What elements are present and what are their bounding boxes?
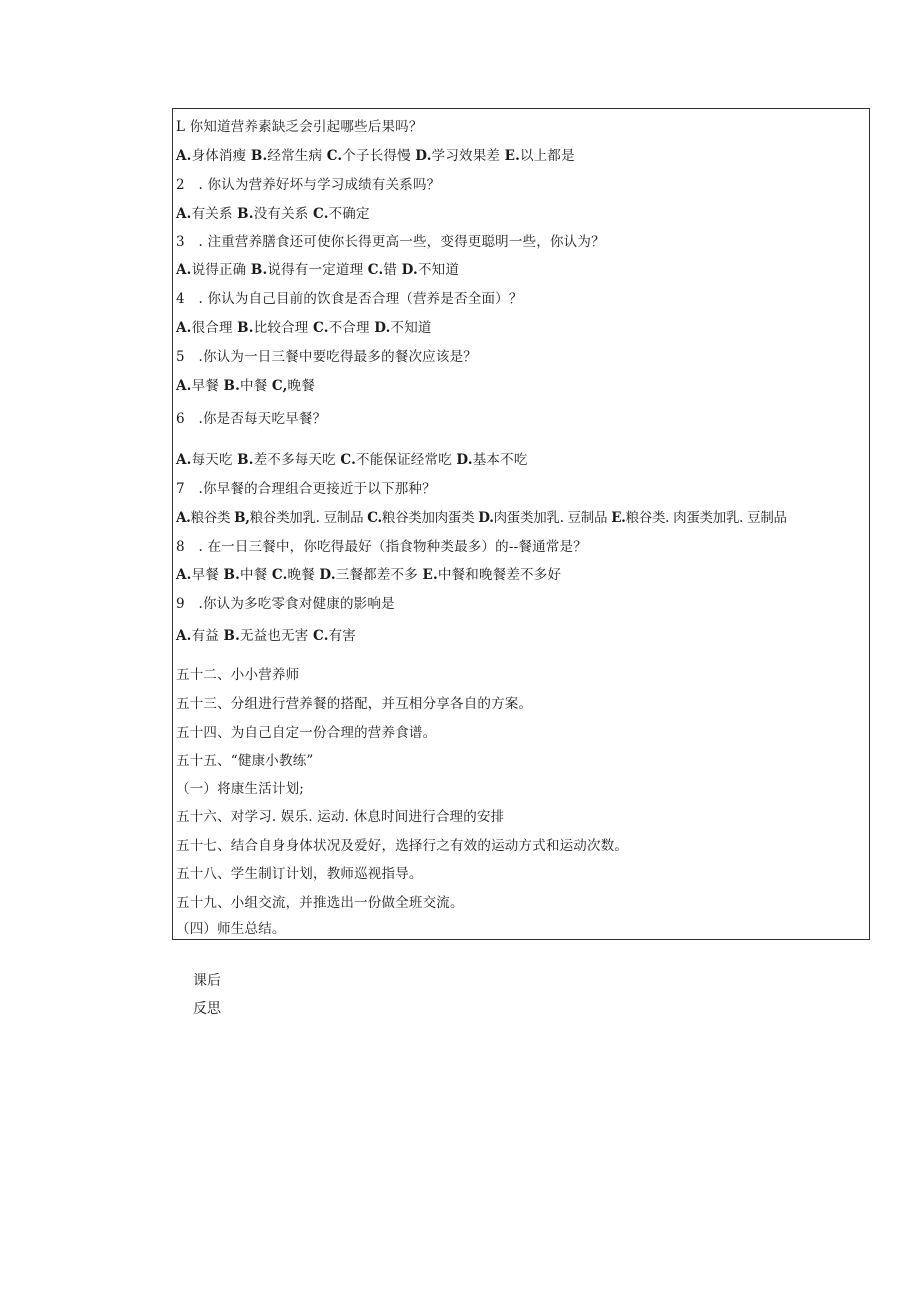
- question-5: 5 .你认为一日三餐中要吃得最多的餐次应该是？: [176, 349, 477, 365]
- section-57: 五十七、结合自身身体状况及爱好，选择行之有效的运动方式和运动次数。: [176, 838, 629, 854]
- options-3: A.说得正确 B.说得有一定道理 C.错 D.不知道: [176, 262, 460, 278]
- section-sub-1: （一）将康生活计划;: [176, 781, 305, 797]
- options-6: A.每天吃 B.差不多每天吃 C.不能保证经常吃 D.基本不吃: [176, 452, 528, 468]
- section-52: 五十二、小小营养师: [176, 667, 300, 683]
- lesson-content-box: [172, 108, 870, 940]
- question-1: L 你知道营养素缺乏会引起哪些后果吗？: [176, 119, 423, 135]
- reflection-label: 反思: [193, 1001, 221, 1017]
- options-8: A.早餐 B.中餐 C.晚餐 D.三餐都差不多 E.中餐和晚餐差不多好: [176, 567, 562, 583]
- section-59: 五十九、小组交流，并推选出一份做全班交流。: [176, 895, 464, 911]
- question-7: 7 .你早餐的合理组合更接近于以下那种？: [176, 481, 436, 497]
- section-56: 五十六、对学习. 娱乐. 运动. 休息时间进行合理的安排: [176, 809, 505, 825]
- options-4: A.很合理 B.比较合理 C.不合理 D.不知道: [176, 320, 432, 336]
- options-1: A.身体消瘦 B.经常生病 C.个子长得慢 D.学习效果差 E.以上都是: [176, 148, 575, 164]
- question-3: 3 . 注重营养膳食还可使你长得更高一些，变得更聪明一些，你认为？: [176, 234, 605, 250]
- question-2: 2 . 你认为营养好坏与学习成绩有关系吗？: [176, 177, 441, 193]
- question-6: 6 .你是否每天吃早餐？: [176, 411, 327, 427]
- section-sub-4: （四）师生总结。: [176, 921, 286, 937]
- options-5: A.早餐 B.中餐 C,晚餐: [176, 378, 315, 394]
- section-58: 五十八、学生制订计划，教师巡视指导。: [176, 866, 423, 882]
- question-4: 4 . 你认为自己目前的饮食是否合理（营养是否全面）？: [176, 291, 523, 307]
- section-54: 五十四、为自己自定一份合理的营养食谱。: [176, 725, 437, 741]
- options-7: A.粮谷类 B,粮谷类加乳. 豆制品 C.粮谷类加肉蛋类 D.肉蛋类加乳. 豆制品 E.粮谷类. 肉蛋类加乳. 豆制品: [176, 510, 787, 526]
- section-55: 五十五、“健康小教练”: [176, 753, 314, 769]
- question-8: 8 . 在一日三餐中，你吃得最好（指食物种类最多）的--餐通常是？: [176, 539, 587, 555]
- question-9: 9 .你认为多吃零食对健康的影响是: [176, 596, 395, 612]
- after-class-label: 课后: [193, 973, 221, 989]
- options-9: A.有益 B.无益也无害 C.有害: [176, 628, 357, 644]
- options-2: A.有关系 B.没有关系 C.不确定: [176, 206, 370, 222]
- section-53: 五十三、分组进行营养餐的搭配，并互相分享各自的方案。: [176, 696, 533, 712]
